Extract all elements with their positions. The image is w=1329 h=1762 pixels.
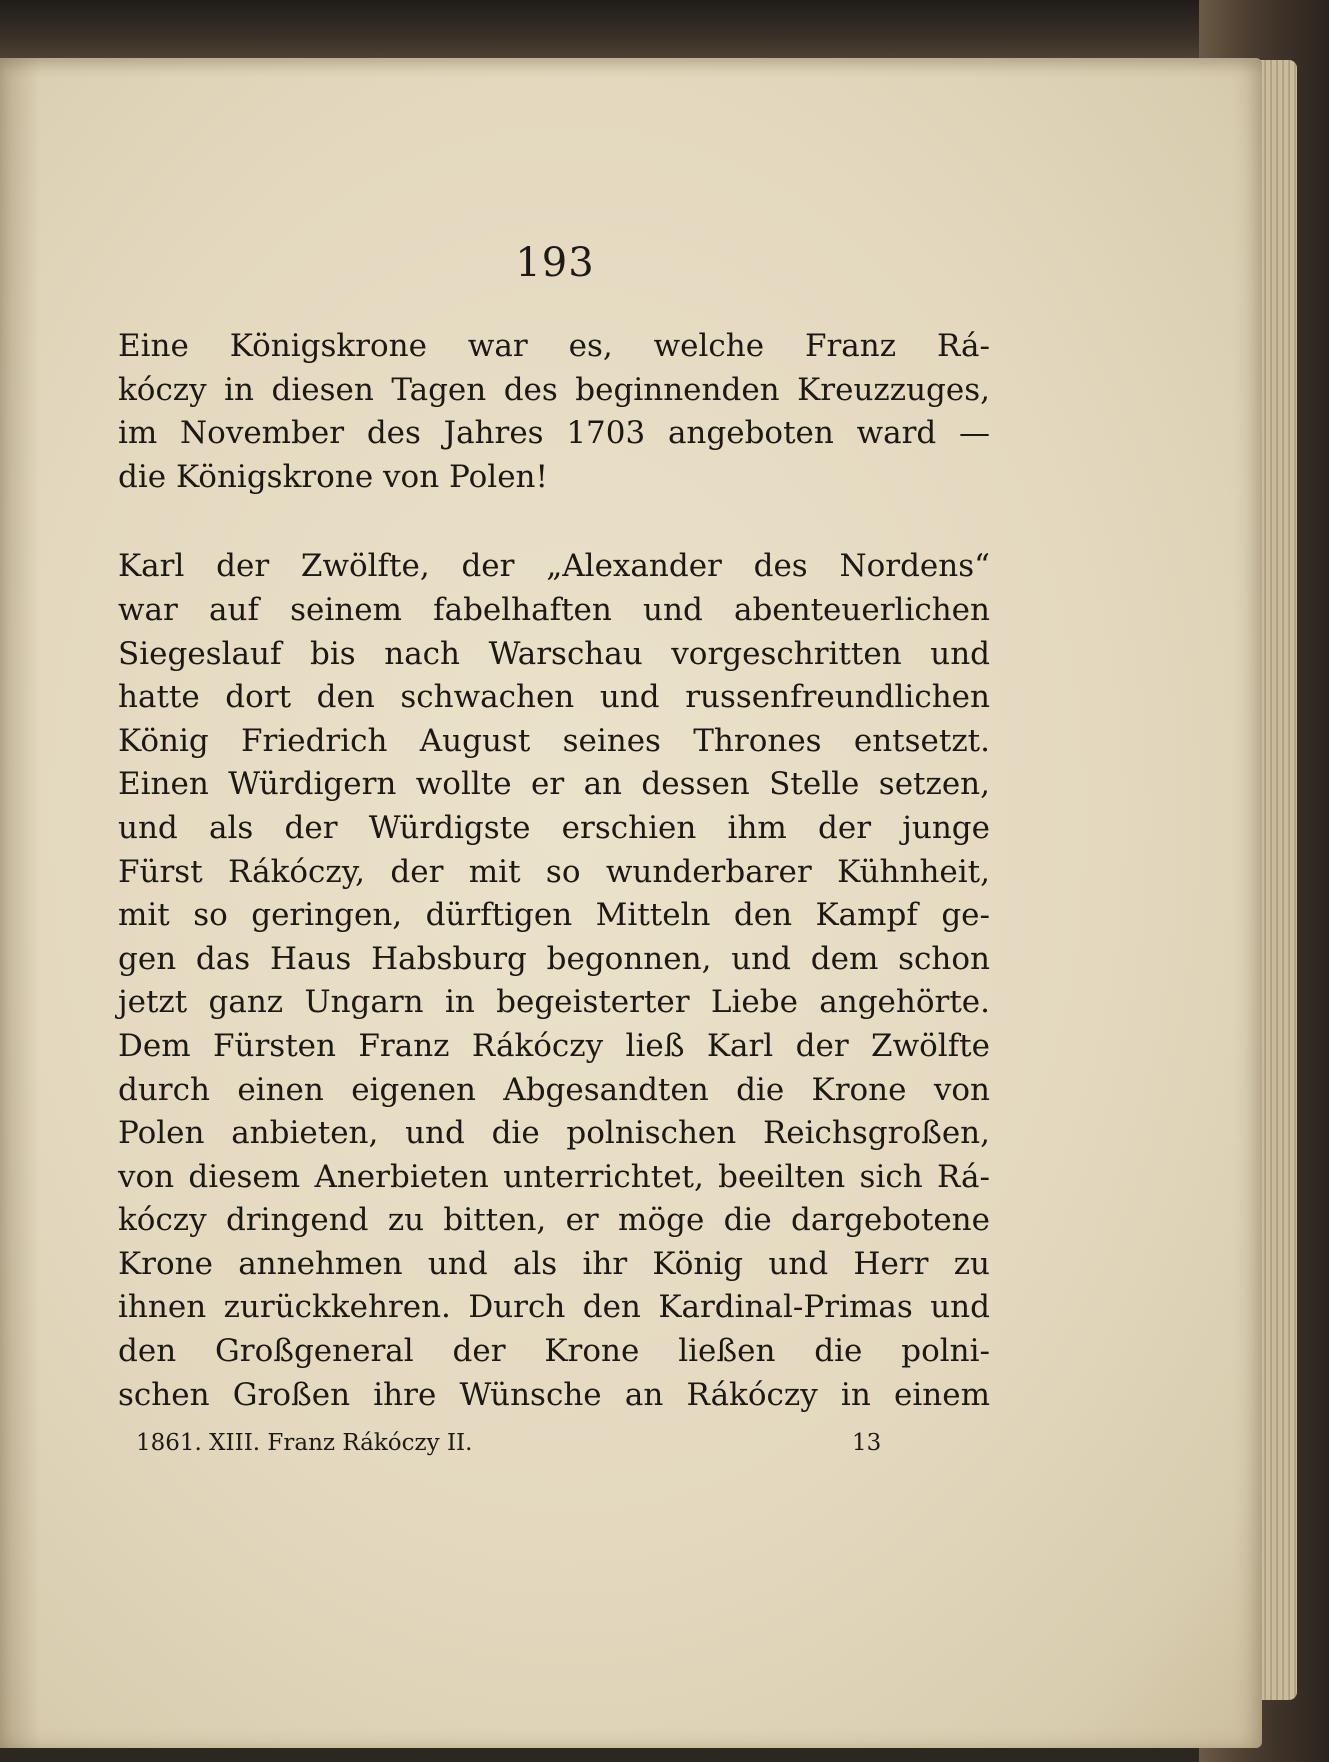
text-line: war auf seinem fabelhaften und abenteuerlichen (118, 591, 990, 628)
page-number: 193 (515, 240, 595, 286)
text-line: Siegeslauf bis nach Warschau vorgeschritten und (118, 635, 990, 672)
text-line: ihnen zurückkehren. Durch den Kardinal-Primas und (118, 1289, 990, 1326)
text-line: Dem Fürsten Franz Rákóczy ließ Karl der Zwölfte (118, 1027, 990, 1064)
text-line: Eine Königskrone war es, welche Franz Rá- (118, 328, 990, 364)
printer-signature: 1861. XIII. Franz Rákóczy II. (136, 1430, 473, 1456)
text-line: Einen Würdigern wollte er an dessen Stelle setzen, (118, 766, 990, 803)
paragraph-gap (118, 499, 990, 545)
text-line: Karl der Zwölfte, der „Alexander des Nordens“ (118, 548, 990, 585)
text-line: Polen anbieten, und die polnischen Reichsgroßen, (118, 1115, 990, 1152)
text-line: im November des Jahres 1703 angeboten ward — (118, 415, 990, 452)
text-line: schen Großen ihre Wünsche an Rákóczy in einem (118, 1376, 990, 1413)
sheet-number: 13 (852, 1430, 882, 1456)
text-line: Krone annehmen und als ihr König und Herr zu (118, 1245, 990, 1282)
page-footer (136, 1430, 896, 1470)
text-line: jetzt ganz Ungarn in begeisterter Liebe angehörte. (118, 984, 990, 1021)
text-line: Fürst Rákóczy, der mit so wunderbarer Kühnheit, (118, 853, 990, 890)
paragraph (118, 325, 990, 499)
text-line: durch einen eigenen Abgesandten die Krone von (118, 1071, 990, 1108)
text-line: gen das Haus Habsburg begonnen, und dem schon (118, 940, 990, 977)
text-line: die Königskrone von Polen! (118, 458, 548, 495)
text-line: König Friedrich August seines Thrones entsetzt. (118, 722, 990, 759)
gutter-shadow (0, 58, 40, 1748)
paragraph (118, 545, 990, 1417)
body-text (118, 325, 990, 1417)
text-line: und als der Würdigste erschien ihm der junge (118, 809, 990, 846)
text-line: von diesem Anerbieten unterrichtet, beeilten sich Rá- (118, 1158, 990, 1195)
text-line: kóczy dringend zu bitten, er möge die dargebotene (118, 1202, 990, 1239)
text-line: hatte dort den schwachen und russenfreundlichen (118, 679, 990, 716)
text-line: mit so geringen, dürftigen Mitteln den Kampf ge- (118, 897, 990, 934)
text-line: den Großgeneral der Krone ließen die polni- (118, 1333, 990, 1370)
text-line: kóczy in diesen Tagen des beginnenden Kreuzzuges, (118, 371, 990, 408)
